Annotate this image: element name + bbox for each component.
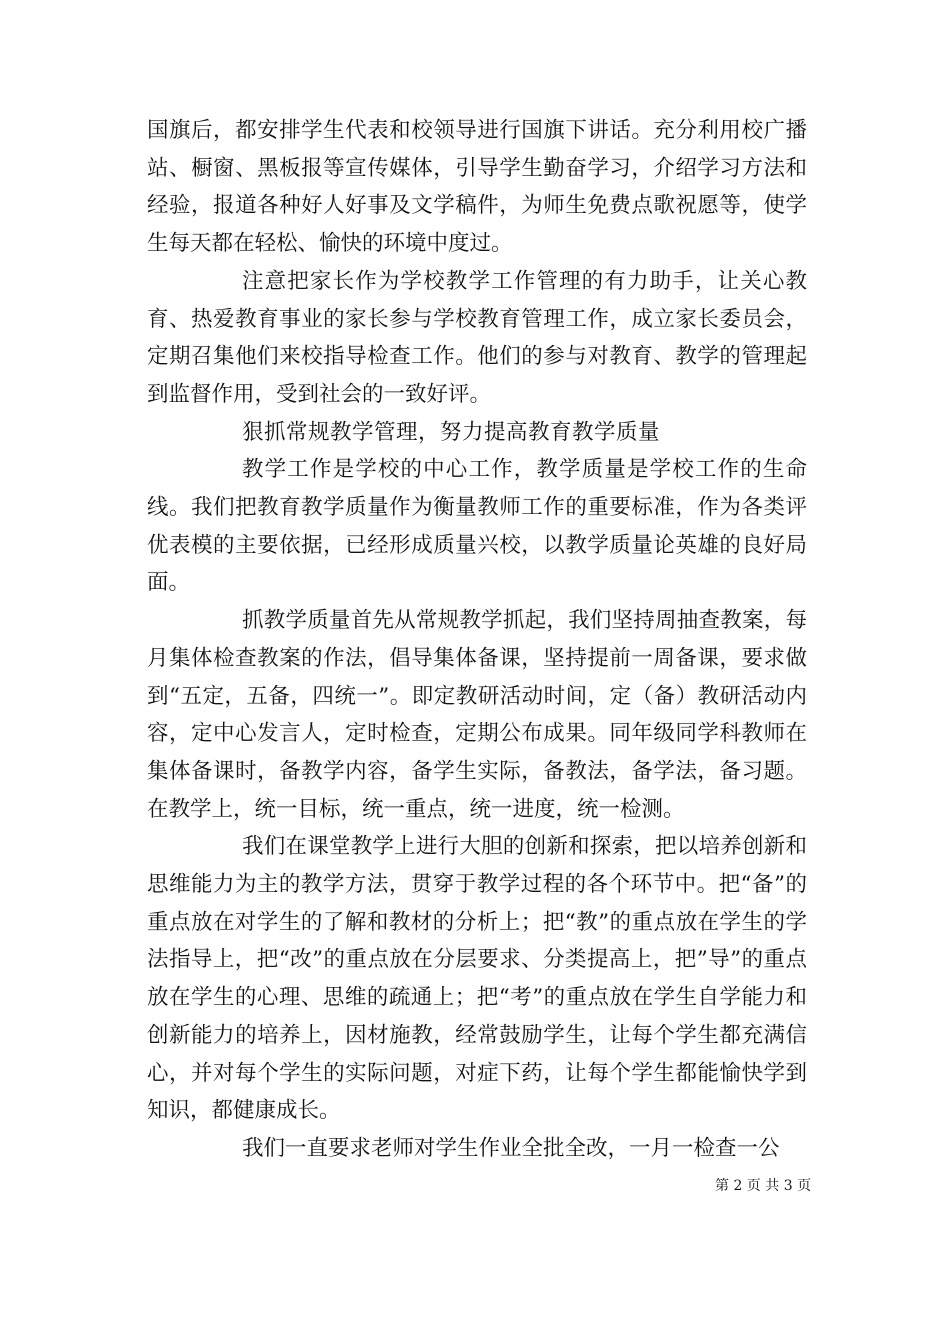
- paragraph-teaching-quality: 教学工作是学校的中心工作，教学质量是学校工作的生命线。我们把教育教学质量作为衡量教师工作的重要标准，作为各类评优表模的主要依据，已经形成质量兴校，以教学质量论英雄的良好局面。: [147, 457, 807, 596]
- paragraph-homework-grading: 我们一直要求老师对学生作业全批全改，一月一检查一公: [242, 1135, 780, 1161]
- document-body: [147, 112, 807, 1168]
- page-number: 第 2 页 共 3 页: [715, 1178, 812, 1194]
- paragraph-continuation: 国旗后，都安排学生代表和校领导进行国旗下讲话。充分利用校广播站、橱窗、黑板报等宣传媒体，引导学生勤奋学习，介绍学习方法和经验，报道各种好人好事及文学稿件，为师生免费点歌祝愿等，使学生每天都在轻松、愉快的环境中度过。: [147, 118, 807, 257]
- paragraph-classroom-innovation: 我们在课堂教学上进行大胆的创新和探索，把以培养创新和思维能力为主的教学方法，贯穿于教学过程的各个环节中。把“备”的重点放在对学生的了解和教材的分析上；把“教”的重点放在学生的学法指导上，把“改”的重点放在分层要求、分类提高上，把”导”的重点放在学生的心理、思维的疏通上；把“考”的重点放在学生自学能力和创新能力的培养上，因材施教，经常鼓励学生，让每个学生都充满信心，并对每个学生的实际问题，对症下药，让每个学生都能愉快学到知识，都健康成长。: [147, 834, 807, 1124]
- paragraph-routine-teaching: 抓教学质量首先从常规教学抓起，我们坚持周抽查教案，每月集体检查教案的作法，倡导集体备课，坚持提前一周备课，要求做到“五定，五备，四统一”。即定教研活动时间，定（备）教研活动内容，定中心发言人，定时检查，定期公布成果。同年级同学科教师在集体备课时，备教学内容，备学生实际，备教法，备学法，备习题。在教学上，统一目标，统一重点，统一进度，统一检测。: [147, 608, 807, 822]
- paragraph-parent-committee: 注意把家长作为学校教学工作管理的有力助手，让关心教育、热爱教育事业的家长参与学校教育管理工作，成立家长委员会，定期召集他们来校指导检查工作。他们的参与对教育、教学的管理起到监督作用，受到社会的一致好评。: [147, 268, 807, 407]
- section-heading: 狠抓常规教学管理，努力提高教育教学质量: [242, 419, 661, 445]
